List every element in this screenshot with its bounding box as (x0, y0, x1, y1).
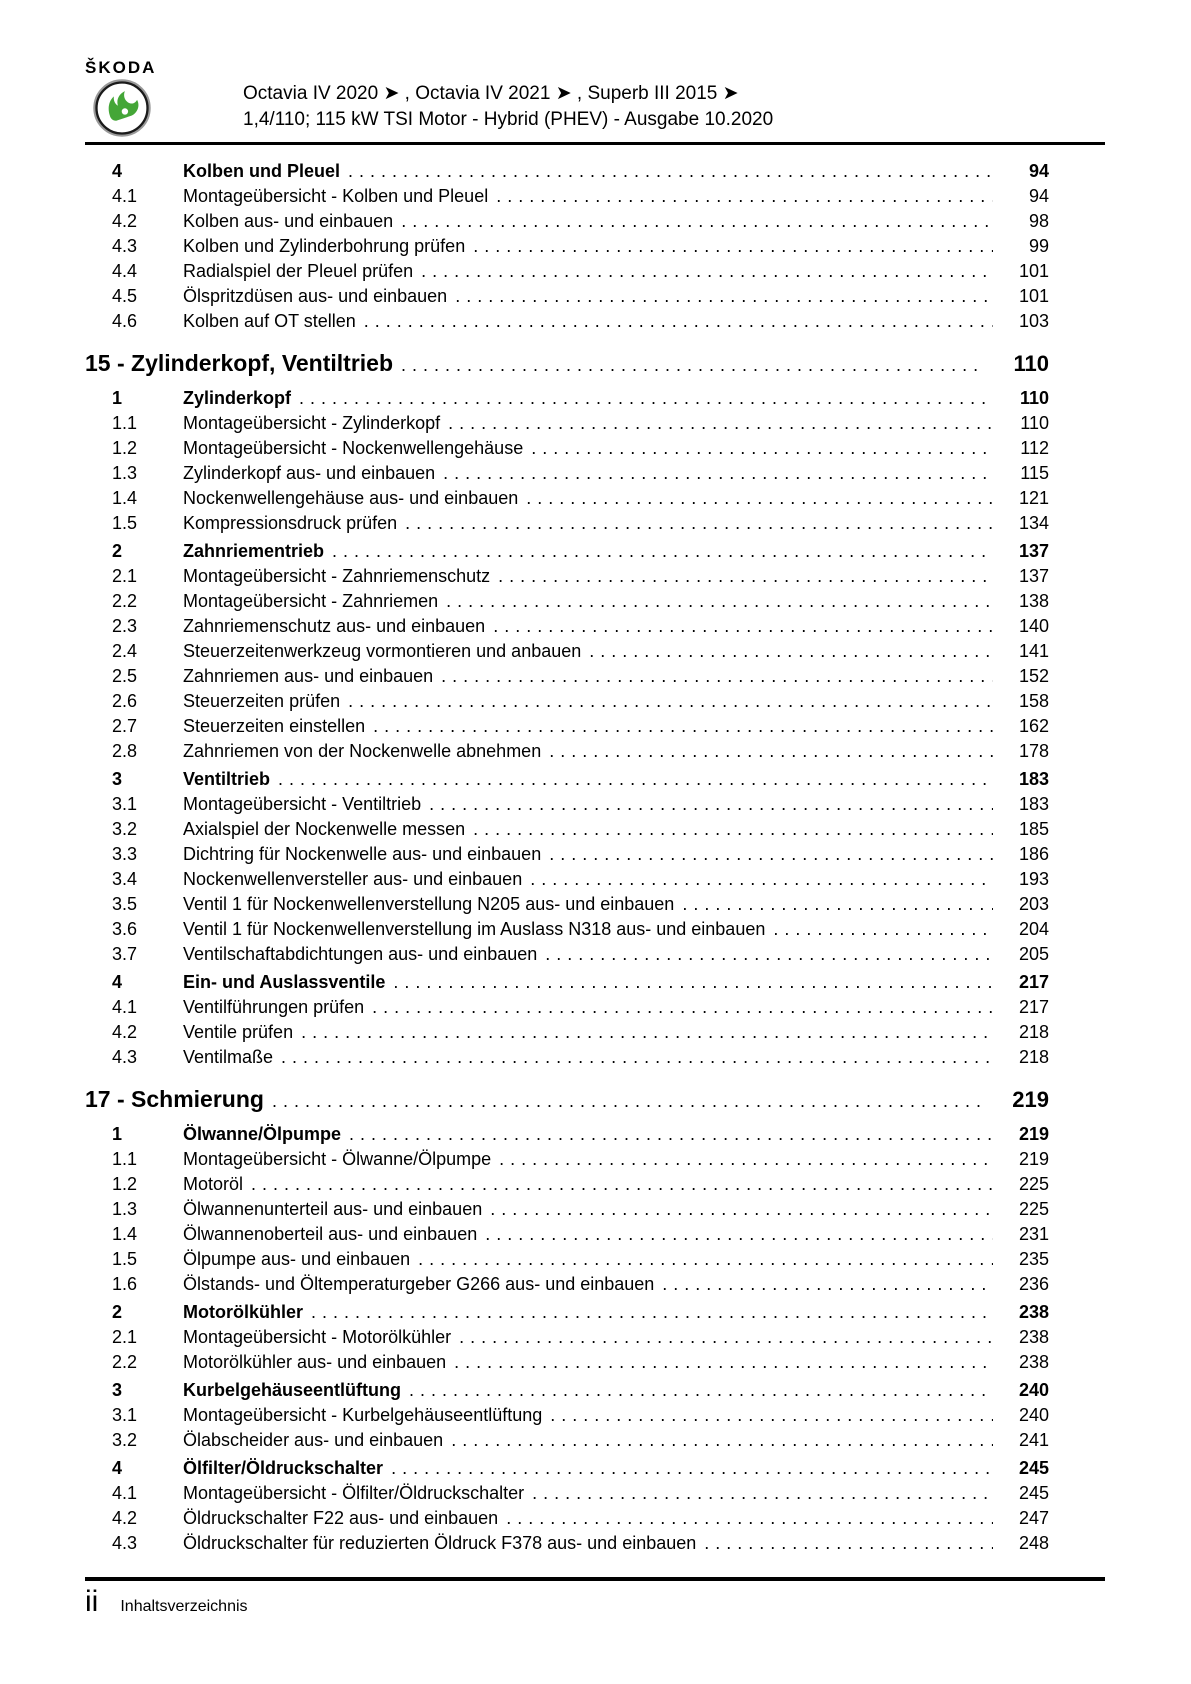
toc-entry-title: Motorölkühler aus- und einbauen (183, 1352, 447, 1372)
toc-entry (85, 1378, 1049, 1403)
toc-leader-dots (530, 867, 993, 892)
toc-leader-dots (405, 511, 993, 536)
toc-entry-number: 2 (112, 1302, 123, 1322)
toc-entry (85, 1481, 1049, 1506)
toc-entry-page: 235 (1018, 1249, 1049, 1269)
toc-entry (85, 1045, 1049, 1070)
toc-leader-dots (473, 234, 993, 259)
toc-entry-number: 4 (112, 1458, 123, 1478)
toc-entry-number: 2.2 (112, 591, 138, 611)
toc-entry-page: 186 (1018, 844, 1049, 864)
toc-entry-number: 2.7 (112, 716, 138, 736)
toc-entry (85, 842, 1049, 867)
toc-entry-page: 121 (1018, 488, 1049, 508)
toc-entry-page: 203 (1018, 894, 1049, 914)
toc-entry (85, 1531, 1049, 1556)
toc-leader-dots (278, 767, 993, 792)
toc-leader-dots (332, 539, 993, 564)
toc-leader-dots (473, 817, 993, 842)
footer (85, 1577, 1105, 1619)
toc-entry-page: 225 (1018, 1174, 1049, 1194)
toc-entry-title: Montageübersicht - Zylinderkopf (183, 413, 441, 433)
toc-leader-dots (348, 689, 993, 714)
toc-leader-dots (441, 664, 993, 689)
header-engine-line: 1,4/110; 115 kW TSI Motor - Hybrid (PHEV) - Ausgabe 10.2020 (243, 109, 774, 130)
toc-entry-number: 4.2 (112, 211, 138, 231)
toc-entry-number: 3.1 (112, 1405, 138, 1425)
toc-entry-title: Kolben und Zylinderbohrung prüfen (183, 236, 466, 256)
toc-entry-number: 2.8 (112, 741, 138, 761)
toc-entry (85, 1197, 1049, 1222)
footer-page-number: ii (85, 1585, 99, 1618)
toc-entry (85, 234, 1049, 259)
toc-entry-number: 2 (112, 541, 123, 561)
toc-entry-title: Öldruckschalter F22 aus- und einbauen (183, 1508, 499, 1528)
toc-leader-dots (364, 309, 993, 334)
toc-entry-title: Steuerzeiten prüfen (183, 691, 341, 711)
toc-entry (85, 411, 1049, 436)
toc-entry-number: 2.4 (112, 641, 138, 661)
toc-entry (85, 689, 1049, 714)
toc-entry (85, 995, 1049, 1020)
toc-entry-title: Ventilführungen prüfen (183, 997, 365, 1017)
toc-entry-title: Montageübersicht - Kurbelgehäuseentlüftung (183, 1405, 543, 1425)
toc-entry-number: 4 (112, 972, 123, 992)
toc-leader-dots (589, 639, 993, 664)
toc-entry-number: 3.2 (112, 819, 138, 839)
toc-entry-page: 178 (1018, 741, 1049, 761)
toc-leader-dots (418, 1247, 993, 1272)
toc-entry (85, 1147, 1049, 1172)
toc-entry (85, 511, 1049, 536)
toc-entry-title: Zahnriementrieb (183, 541, 325, 561)
toc-leader-dots (446, 589, 993, 614)
toc-entry-title: Ventile prüfen (183, 1022, 294, 1042)
toc-chapter-page: 110 (1013, 351, 1049, 376)
toc-entry-page: 162 (1018, 716, 1049, 736)
toc-entry (85, 386, 1049, 411)
toc-leader-dots (526, 486, 993, 511)
toc-entry-title: Montageübersicht - Ölwanne/Ölpumpe (183, 1149, 492, 1169)
toc-entry-title: Motoröl (183, 1174, 244, 1194)
toc-entry-title: Zylinderkopf aus- und einbauen (183, 463, 436, 483)
toc-entry-title: Dichtring für Nockenwelle aus- und einbauen (183, 844, 542, 864)
toc-chapter-heading (85, 1084, 1049, 1116)
toc-entry-title: Nockenwellenversteller aus- und einbauen (183, 869, 523, 889)
toc-leader-dots (454, 1350, 993, 1375)
toc-entry-page: 115 (1020, 463, 1049, 483)
toc-entry-number: 2.1 (112, 566, 138, 586)
toc-entry-title: Ein- und Auslassventile (183, 972, 386, 992)
toc-entry-number: 4.3 (112, 1533, 138, 1553)
toc-entry-title: Kolben aus- und einbauen (183, 211, 394, 231)
toc-entry-title: Montageübersicht - Nockenwellengehäuse (183, 438, 524, 458)
toc-entry (85, 792, 1049, 817)
toc-entry-page: 219 (1018, 1124, 1049, 1144)
toc-leader-dots (409, 1378, 993, 1403)
toc-leader-dots (299, 386, 993, 411)
header-rule (85, 142, 1105, 145)
toc-entry-page: 134 (1018, 513, 1049, 533)
toc-entry-number: 3 (112, 769, 123, 789)
toc-leader-dots (545, 942, 993, 967)
toc-leader-dots (490, 1197, 993, 1222)
toc-entry-number: 1.1 (112, 413, 138, 433)
toc-entry-title: Nockenwellengehäuse aus- und einbauen (183, 488, 519, 508)
toc-leader-dots (393, 970, 993, 995)
toc-leader-dots (373, 714, 993, 739)
toc-leader-dots (455, 284, 993, 309)
toc-entry (85, 1222, 1049, 1247)
toc-leader-dots (496, 184, 993, 209)
toc-entry-number: 1.2 (112, 1174, 138, 1194)
toc-entry-title: Ölpumpe aus- und einbauen (183, 1249, 411, 1269)
toc-leader-dots (773, 917, 993, 942)
toc-chapter-heading (85, 348, 1049, 380)
toc-entry (85, 1456, 1049, 1481)
toc-entry (85, 917, 1049, 942)
toc-chapter-title: 15 - Zylinderkopf, Ventiltrieb (85, 350, 394, 376)
toc-entry (85, 309, 1049, 334)
toc-entry-title: Kolben und Pleuel (183, 161, 341, 181)
toc-entry-title: Ventiltrieb (183, 769, 271, 789)
header-title-block (243, 81, 773, 137)
toc-leader-dots (372, 995, 993, 1020)
toc-entry-number: 3.2 (112, 1430, 138, 1450)
toc-entry-number: 4.1 (112, 997, 138, 1017)
toc-entry-number: 4.3 (112, 236, 138, 256)
toc-entry-page: 241 (1018, 1430, 1049, 1450)
toc-leader-dots (421, 259, 993, 284)
toc-entry-title: Montageübersicht - Zahnriemenschutz (183, 566, 491, 586)
toc-entry-page: 94 (1028, 186, 1049, 206)
toc-entry-number: 3.4 (112, 869, 138, 889)
toc-entry (85, 539, 1049, 564)
toc-entry (85, 184, 1049, 209)
toc-entry-page: 94 (1028, 161, 1049, 181)
toc-entry-title: Ventilschaftabdichtungen aus- und einbauen (183, 944, 538, 964)
toc-entry (85, 1020, 1049, 1045)
toc-entry-page: 98 (1028, 211, 1049, 231)
toc-entry-page: 110 (1019, 388, 1049, 408)
toc-entry (85, 1506, 1049, 1531)
toc-entry-number: 4.2 (112, 1508, 138, 1528)
toc-entry-title: Zahnriemenschutz aus- und einbauen (183, 616, 486, 636)
toc-entry-page: 183 (1018, 769, 1049, 789)
toc-entry-number: 3 (112, 1380, 123, 1400)
toc-entry-page: 141 (1018, 641, 1049, 661)
toc-entry-number: 3.3 (112, 844, 138, 864)
toc-leader-dots (532, 1481, 993, 1506)
toc-entry-page: 138 (1018, 591, 1049, 611)
header-models-line: Octavia IV 2020 ➤ , Octavia IV 2021 ➤ , Superb III 2015 ➤ (243, 83, 739, 104)
toc-entry-title: Montageübersicht - Kolben und Pleuel (183, 186, 489, 206)
toc-entry (85, 1325, 1049, 1350)
toc-leader-dots (550, 1403, 993, 1428)
toc-entry-number: 4.5 (112, 286, 138, 306)
toc-entry (85, 1403, 1049, 1428)
toc-entry-page: 238 (1018, 1352, 1049, 1372)
toc-entry-page: 217 (1018, 997, 1049, 1017)
toc-leader-dots (301, 1020, 993, 1045)
toc-entry-title: Motorölkühler (183, 1302, 303, 1322)
toc-entry (85, 1272, 1049, 1297)
toc-entry (85, 892, 1049, 917)
toc-entry-page: 185 (1018, 819, 1049, 839)
toc-entry-page: 245 (1018, 1458, 1049, 1478)
toc-entry-number: 1.5 (112, 513, 138, 533)
skoda-badge-icon (93, 79, 151, 137)
toc-entry-page: 238 (1018, 1302, 1049, 1322)
toc-leader-dots (662, 1272, 993, 1297)
toc-entry-page: 238 (1018, 1327, 1049, 1347)
footer-content (85, 1585, 1105, 1619)
toc-entry-number: 4.3 (112, 1047, 138, 1067)
toc-entry (85, 1247, 1049, 1272)
toc-entry-page: 204 (1018, 919, 1049, 939)
toc-entry-title: Kolben auf OT stellen (183, 311, 356, 331)
toc-entry-number: 3.7 (112, 944, 138, 964)
toc-leader-dots (451, 1428, 993, 1453)
header (85, 0, 1105, 137)
toc-entry-title: Steuerzeitenwerkzeug vormontieren und anbauen (183, 641, 582, 661)
toc-leader-dots (349, 1122, 993, 1147)
toc-entry-title: Montageübersicht - Ventiltrieb (183, 794, 422, 814)
toc-entry-number: 1 (112, 388, 123, 408)
toc-leader-dots (401, 209, 993, 234)
toc-entry-number: 4.1 (112, 1483, 138, 1503)
toc-entry (85, 942, 1049, 967)
toc-chapter-title: 17 - Schmierung (85, 1086, 264, 1112)
toc-leader-dots (251, 1172, 993, 1197)
toc-entry (85, 436, 1049, 461)
toc-entry-page: 140 (1018, 616, 1049, 636)
skoda-wordmark: ŠKODA (85, 58, 157, 77)
toc-entry-title: Radialspiel der Pleuel prüfen (183, 261, 414, 281)
toc-leader-dots (549, 842, 993, 867)
toc-entry-page: 112 (1020, 438, 1049, 458)
toc-leader-dots (506, 1506, 993, 1531)
toc-entry (85, 714, 1049, 739)
toc-leader-dots (272, 1084, 985, 1116)
toc-entry (85, 589, 1049, 614)
table-of-contents (85, 159, 1105, 1556)
toc-entry (85, 639, 1049, 664)
toc-leader-dots (459, 1325, 993, 1350)
toc-entry-page: 245 (1018, 1483, 1049, 1503)
toc-leader-dots (493, 614, 993, 639)
toc-leader-dots (549, 739, 993, 764)
toc-entry-number: 4.4 (112, 261, 138, 281)
toc-entry (85, 461, 1049, 486)
toc-entry-number: 1.3 (112, 1199, 138, 1219)
skoda-logo (85, 58, 213, 137)
toc-leader-dots (485, 1222, 993, 1247)
toc-entry-number: 3.5 (112, 894, 138, 914)
footer-section-label: Inhaltsverzeichnis (120, 1598, 248, 1615)
toc-entry-number: 3.1 (112, 794, 138, 814)
toc-entry-page: 240 (1018, 1405, 1049, 1425)
toc-entry-title: Zahnriemen aus- und einbauen (183, 666, 434, 686)
toc-leader-dots (348, 159, 993, 184)
toc-entry-page: 231 (1018, 1224, 1049, 1244)
toc-entry-number: 1.2 (112, 438, 138, 458)
toc-entry-number: 2.6 (112, 691, 138, 711)
document-page (85, 0, 1105, 1556)
toc-entry-page: 247 (1018, 1508, 1049, 1528)
toc-leader-dots (391, 1456, 993, 1481)
toc-entry-title: Ölstands- und Öltemperaturgeber G266 aus- und einbauen (183, 1274, 655, 1294)
toc-entry-number: 1.5 (112, 1249, 138, 1269)
toc-entry (85, 1350, 1049, 1375)
toc-entry-title: Ölwannenunterteil aus- und einbauen (183, 1199, 483, 1219)
toc-entry-title: Montageübersicht - Ölfilter/Öldruckschalter (183, 1483, 525, 1503)
toc-leader-dots (311, 1300, 993, 1325)
toc-leader-dots (281, 1045, 993, 1070)
toc-entry (85, 486, 1049, 511)
toc-entry-number: 1.3 (112, 463, 138, 483)
toc-entry-page: 205 (1018, 944, 1049, 964)
toc-entry-number: 2.5 (112, 666, 138, 686)
toc-entry-page: 137 (1018, 541, 1049, 561)
toc-entry-page: 225 (1018, 1199, 1049, 1219)
toc-entry (85, 614, 1049, 639)
toc-entry (85, 564, 1049, 589)
toc-entry-title: Steuerzeiten einstellen (183, 716, 366, 736)
toc-entry-page: 152 (1018, 666, 1049, 686)
toc-entry-page: 219 (1018, 1149, 1049, 1169)
toc-entry-page: 248 (1018, 1533, 1049, 1553)
toc-entry (85, 739, 1049, 764)
toc-entry-title: Montageübersicht - Motorölkühler (183, 1327, 452, 1347)
toc-entry-number: 1.4 (112, 488, 138, 508)
toc-entry-title: Ölwannenoberteil aus- und einbauen (183, 1224, 478, 1244)
toc-leader-dots (499, 1147, 993, 1172)
toc-entry-number: 2.2 (112, 1352, 138, 1372)
toc-entry-number: 2.3 (112, 616, 138, 636)
toc-entry-number: 1.1 (112, 1149, 138, 1169)
toc-entry (85, 284, 1049, 309)
toc-leader-dots (429, 792, 993, 817)
toc-entry-title: Ventilmaße (183, 1047, 274, 1067)
toc-leader-dots (531, 436, 993, 461)
toc-entry (85, 259, 1049, 284)
toc-entry-number: 4.6 (112, 311, 138, 331)
toc-entry (85, 1122, 1049, 1147)
toc-entry-page: 218 (1018, 1022, 1049, 1042)
toc-leader-dots (682, 892, 993, 917)
toc-entry (85, 159, 1049, 184)
toc-entry-page: 137 (1018, 566, 1049, 586)
toc-entry-title: Ölfilter/Öldruckschalter (183, 1458, 384, 1478)
toc-entry-page: 101 (1018, 286, 1049, 306)
toc-leader-dots (704, 1531, 993, 1556)
toc-entry-title: Zahnriemen von der Nockenwelle abnehmen (183, 741, 542, 761)
toc-entry-number: 1 (112, 1124, 123, 1144)
toc-entry-page: 240 (1018, 1380, 1049, 1400)
toc-entry (85, 1300, 1049, 1325)
toc-entry-number: 1.6 (112, 1274, 138, 1294)
toc-leader-dots (401, 348, 985, 380)
toc-entry-title: Ölwanne/Ölpumpe (183, 1124, 342, 1144)
toc-entry-page: 158 (1018, 691, 1049, 711)
toc-entry-page: 218 (1018, 1047, 1049, 1067)
toc-entry-title: Ölabscheider aus- und einbauen (183, 1430, 444, 1450)
toc-entry (85, 664, 1049, 689)
toc-leader-dots (448, 411, 993, 436)
toc-entry-title: Zylinderkopf (183, 388, 292, 408)
toc-entry (85, 1172, 1049, 1197)
toc-entry-title: Öldruckschalter für reduzierten Öldruck F378 aus- und einbauen (183, 1533, 697, 1553)
toc-entry-page: 193 (1018, 869, 1049, 889)
toc-entry-number: 4.1 (112, 186, 138, 206)
toc-chapter-page: 219 (1012, 1087, 1049, 1112)
toc-entry (85, 767, 1049, 792)
toc-entry-title: Ölspritzdüsen aus- und einbauen (183, 286, 448, 306)
toc-entry-number: 1.4 (112, 1224, 138, 1244)
toc-entry (85, 867, 1049, 892)
toc-entry-title: Axialspiel der Nockenwelle messen (183, 819, 466, 839)
toc-entry (85, 1428, 1049, 1453)
toc-entry (85, 209, 1049, 234)
toc-entry-title: Kurbelgehäuseentlüftung (183, 1380, 402, 1400)
toc-entry-title: Kompressionsdruck prüfen (183, 513, 398, 533)
toc-entry-page: 236 (1018, 1274, 1049, 1294)
footer-rule (85, 1577, 1105, 1581)
toc-entry-page: 110 (1020, 413, 1049, 433)
toc-entry-page: 101 (1018, 261, 1049, 281)
toc-entry-title: Ventil 1 für Nockenwellenverstellung im Auslass N318 aus- und einbauen (183, 919, 766, 939)
toc-entry-number: 4.2 (112, 1022, 138, 1042)
toc-entry-page: 183 (1018, 794, 1049, 814)
toc-entry-page: 99 (1028, 236, 1049, 256)
toc-entry-page: 103 (1018, 311, 1049, 331)
toc-entry (85, 817, 1049, 842)
toc-entry-number: 2.1 (112, 1327, 138, 1347)
toc-entry-title: Montageübersicht - Zahnriemen (183, 591, 439, 611)
toc-entry-page: 217 (1018, 972, 1049, 992)
toc-entry-title: Ventil 1 für Nockenwellenverstellung N205 aus- und einbauen (183, 894, 675, 914)
toc-entry-number: 3.6 (112, 919, 138, 939)
toc-leader-dots (498, 564, 993, 589)
toc-entry (85, 970, 1049, 995)
toc-entry-number: 4 (112, 161, 123, 181)
toc-leader-dots (443, 461, 993, 486)
